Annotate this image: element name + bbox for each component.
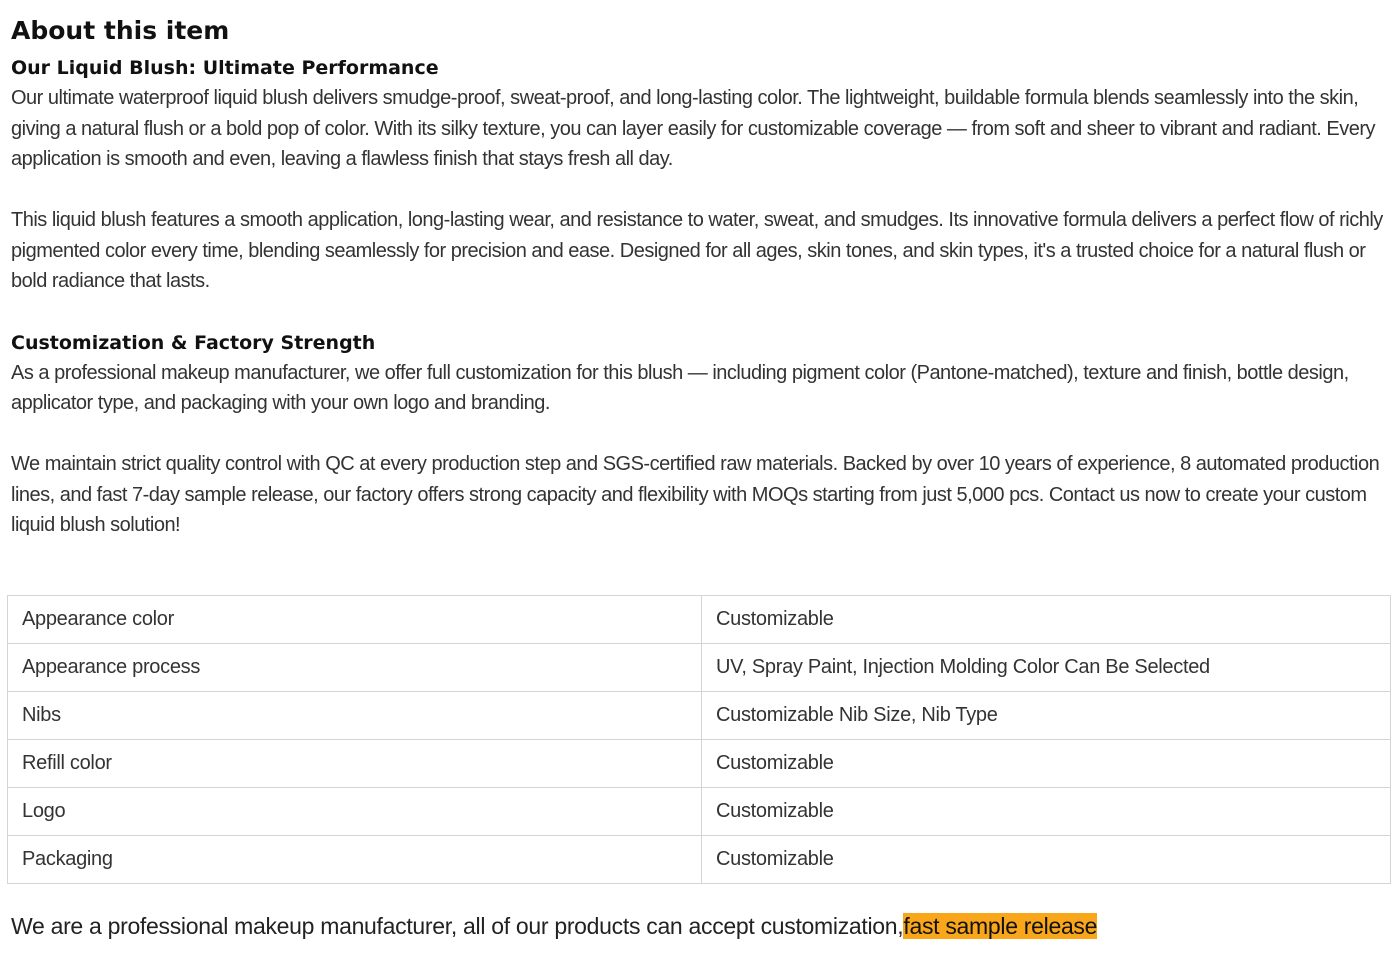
table-row bbox=[8, 596, 1391, 644]
table-row bbox=[8, 788, 1391, 836]
spec-table bbox=[7, 595, 1391, 884]
spec-value: Customizable bbox=[702, 836, 1391, 884]
spec-key: Appearance color bbox=[8, 596, 702, 644]
paragraph: This liquid blush features a smooth application, long-lasting wear, and resistance to water, sweat, and smudges. Its innovative formula delivers a perfect flow of richly pigmented color every time, blending seamlessly for precision and ease. Designed for all ages, skin tones, and skin types, it's a trusted choice for a natural flush or bold radiance that lasts. bbox=[11, 209, 1383, 292]
spec-key: Refill color bbox=[8, 740, 702, 788]
paragraph: We maintain strict quality control with QC at every production step and SGS-certified raw materials. Backed by over 10 years of experience, 8 automated production lines, and fast 7-day sample release, our factory offers strong capacity and flexibility with MOQs starting from just 5,000 pcs. Contact us now to create your custom liquid blush solution! bbox=[11, 453, 1380, 536]
spec-value: Customizable bbox=[702, 596, 1391, 644]
highlighted-text: fast sample release bbox=[903, 913, 1098, 939]
section-title-customization: Customization & Factory Strength bbox=[11, 331, 376, 354]
paragraph: Our ultimate waterproof liquid blush delivers smudge-proof, sweat-proof, and long-lasting color. The lightweight, buildable formula blends seamlessly into the skin, giving a natural flush or a bold pop of color. With its silky texture, you can layer easily for customizable coverage — from soft and sheer to vibrant and radiant. Every application is smooth and even, leaving a flawless finish that stays fresh all day. bbox=[11, 87, 1375, 170]
table-row bbox=[8, 692, 1391, 740]
spec-key: Logo bbox=[8, 788, 702, 836]
table-row bbox=[8, 836, 1391, 884]
section-title-performance: Our Liquid Blush: Ultimate Performance bbox=[11, 57, 439, 79]
paragraph: As a professional makeup manufacturer, we offer full customization for this blush — including pigment color (Pantone-matched), texture and finish, bottle design, applicator type, and packaging with your own logo and branding. bbox=[11, 361, 1349, 414]
spec-value: Customizable bbox=[702, 788, 1391, 836]
spec-value: Customizable bbox=[702, 740, 1391, 788]
table-row bbox=[8, 644, 1391, 692]
spec-key: Appearance process bbox=[8, 644, 702, 692]
spec-value: Customizable Nib Size, Nib Type bbox=[702, 692, 1391, 740]
spec-value: UV, Spray Paint, Injection Molding Color Can Be Selected bbox=[702, 644, 1391, 692]
footer-statement bbox=[11, 906, 1097, 946]
about-heading: About this item bbox=[11, 16, 230, 45]
spec-key: Packaging bbox=[8, 836, 702, 884]
footer-text: We are a professional makeup manufacturer, all of our products can accept customization, bbox=[11, 913, 904, 939]
table-row bbox=[8, 740, 1391, 788]
spec-key: Nibs bbox=[8, 692, 702, 740]
